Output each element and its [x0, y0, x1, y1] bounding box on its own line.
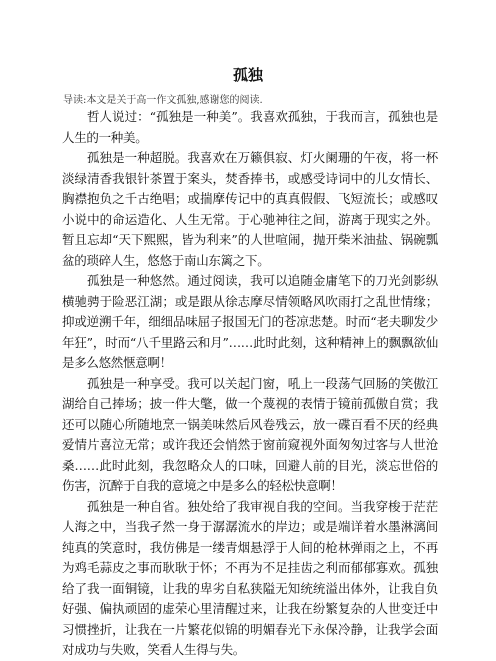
paragraph: 孤独是一种自省。独处给了我审视自我的空间。当我穿梭于茫茫人海之中，当我孑然一身于潺潺流水的岸边；或是端详着水墨淋漓间纯真的笑意时，我仿佛是一缕青烟悬浮于人间的枪林弹雨之上，不再为鸡毛蒜皮之事而耿耿于怀；不再为不足挂齿之利而郁郁寡欢。孤独给了我一面铜镜，让我的卑劣自私狭隘无知统统溢出体外，让我自负好强、偏执顽固的虚荣心里清醒过来，让我在纷繁复杂的人世变迁中习惯挫折，让我在一片繁花似锦的明媚春光下永保冷静，让我学会面对成功与失败，笑看人生得与失。	[62, 498, 438, 657]
paragraph: 孤独是一种悠然。通过阅读，我可以追随金庸笔下的刀光剑影纵横驰骋于险恶江湖；或是跟从徐志摩尽情领略风吹雨打之乱世情缘；抑或逆溯千年，细细品味屈子报国无门的苍凉悲楚。时而“老夫聊发少年狂”，时而“八千里路云和月”……此时此刻，这种精神上的飘飘欲仙是多么悠然惬意啊！	[62, 273, 438, 370]
paragraph: 孤独是一种超脱。我喜欢在万籁俱寂、灯火阑珊的午夜，将一杯淡绿清香我银针茶置于案头，焚香捧书，或感受诗词中的儿女情长、胸襟抱负之千古绝唱；或揣摩传记中的真真假假、飞短流长；或感叹小说中的命运造化、人生无常。于心驰神往之间，游离于现实之外。暂且忘却“天下熙熙，皆为利来”的人世喧闹，抛开柴米油盐、锅碗瓢盆的琐碎人生，悠悠于南山东篱之下。	[62, 150, 438, 268]
page-title: 孤独	[232, 66, 263, 84]
paragraph: 孤独是一种享受。我可以关起门窗，吼上一段荡气回肠的笑傲江湖给自己捧场；披一件大氅，做一个蔑视的表情于镜前孤傲自赏；我还可以随心所随地烹一锅美味然后风卷残云，放一碟百看不厌的经典爱情片喜泣无常；或许我还会悄然于窗前窥视外面匆匆过客与人世沧桑……此时此刻，我忽略众人的口味，回避人前的目光，淡忘世俗的伤害，沉醉于自我的意境之中是多么的轻松快意啊！	[62, 375, 438, 493]
reading-guide: 导读:本文是关于高一作文孤独,感谢您的阅读.	[63, 95, 263, 106]
article-body	[62, 107, 438, 661]
paragraph: 哲人说过：“孤独是一种美”。我喜欢孤独，于我而言，孤独也是人生的一种美。	[62, 109, 438, 145]
